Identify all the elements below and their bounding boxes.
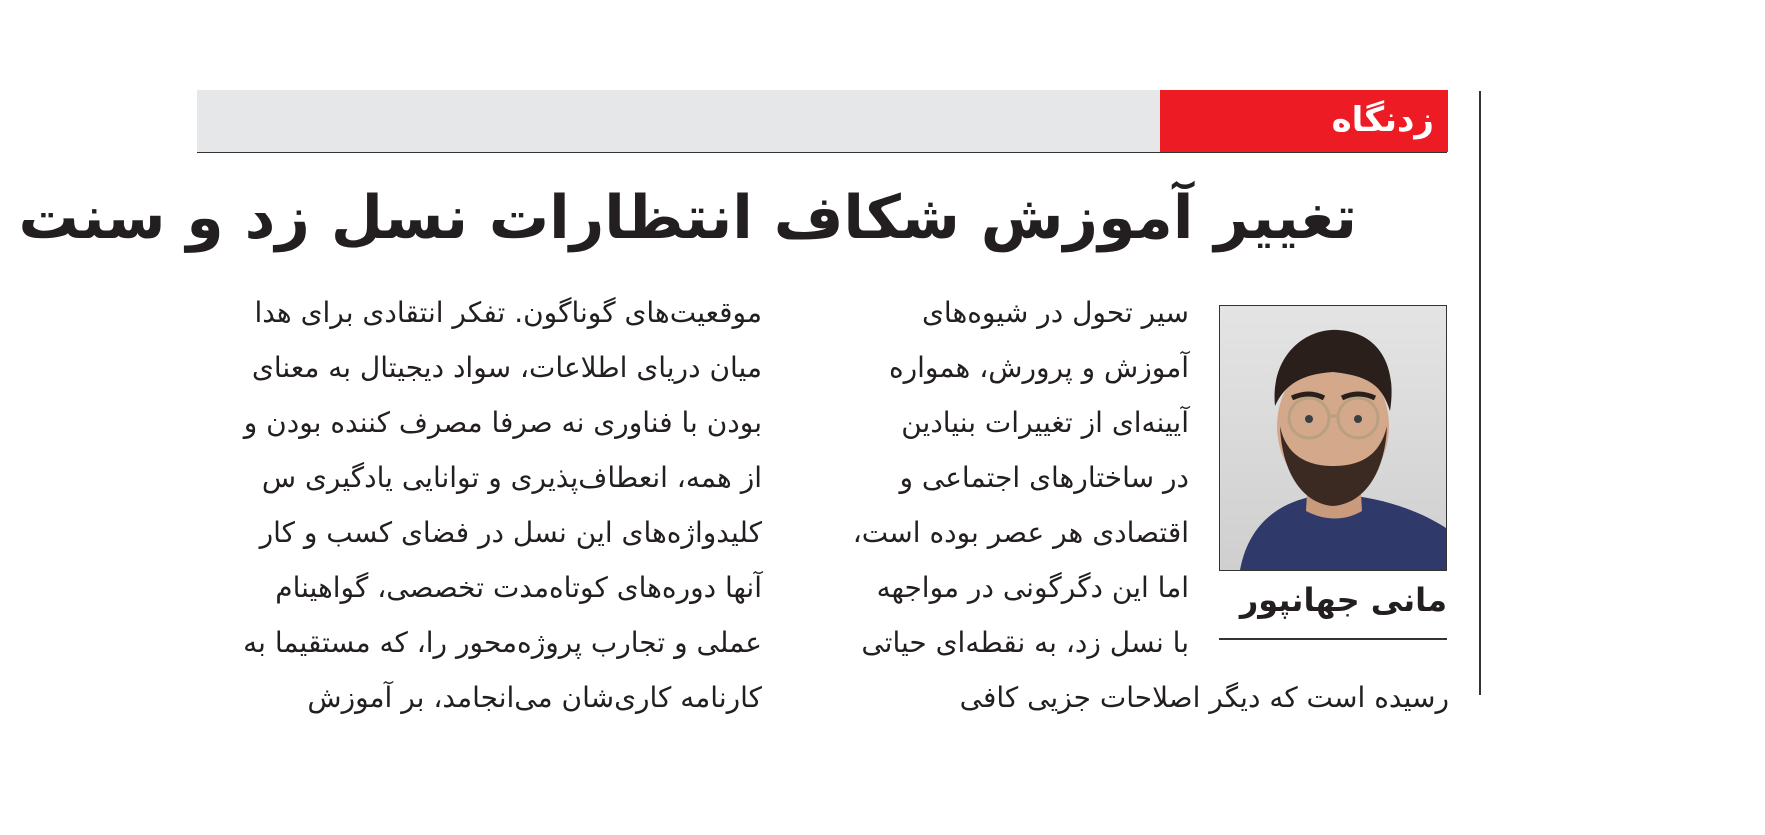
text-line: اقتصادی هر عصر بوده است، xyxy=(852,516,1189,549)
text-line: از همه، انعطاف‌پذیری و توانایی یادگیری س xyxy=(261,461,762,494)
text-line: سیر تحول در شیوه‌های xyxy=(922,296,1189,329)
text-line: میان دریای اطلاعات، سواد دیجیتال به معنای xyxy=(251,351,762,384)
article-clip xyxy=(18,90,1477,714)
text-line: اما این دگرگونی در مواجهه xyxy=(876,571,1189,604)
text-line: با نسل زد، به نقطه‌ای حیاتی xyxy=(861,626,1189,659)
text-line-full: رسیده است که دیگر اصلاحات جزیی کافی xyxy=(959,681,1449,714)
column-border xyxy=(1479,91,1481,695)
section-tag[interactable]: زدنگاه xyxy=(1160,90,1448,152)
author-photo xyxy=(1219,305,1447,571)
text-line: بودن با فناوری نه صرفا مصرف کننده بودن و xyxy=(243,406,762,439)
text-line: موقعیت‌های گوناگون. تفکر انتقادی برای هدا xyxy=(254,296,762,329)
text-line: کلیدواژه‌های این نسل در فضای کسب و کار xyxy=(259,516,762,549)
text-line: آنها دوره‌های کوتاه‌مدت تخصصی، گواهینام xyxy=(275,571,762,604)
text-line: آموزش و پرورش، همواره xyxy=(888,351,1189,384)
author-name: مانی جهانپور xyxy=(1239,581,1447,619)
text-line: کارنامه کاری‌شان می‌انجامد، بر آموزش xyxy=(307,681,762,714)
text-line: آیینه‌ای از تغییرات بنیادین xyxy=(901,406,1189,439)
article-column-right xyxy=(819,285,1189,670)
article-headline: تغییر آموزش شکاف انتظارات نسل زد و سنت xyxy=(18,183,1357,253)
article-column-left xyxy=(197,285,762,725)
author-divider xyxy=(1219,638,1447,640)
author-portrait-icon xyxy=(1220,306,1446,570)
text-line: عملی و تجارب پروژه‌محور را، که مستقیما به xyxy=(243,626,762,659)
text-line: در ساختارهای اجتماعی و xyxy=(899,461,1189,494)
